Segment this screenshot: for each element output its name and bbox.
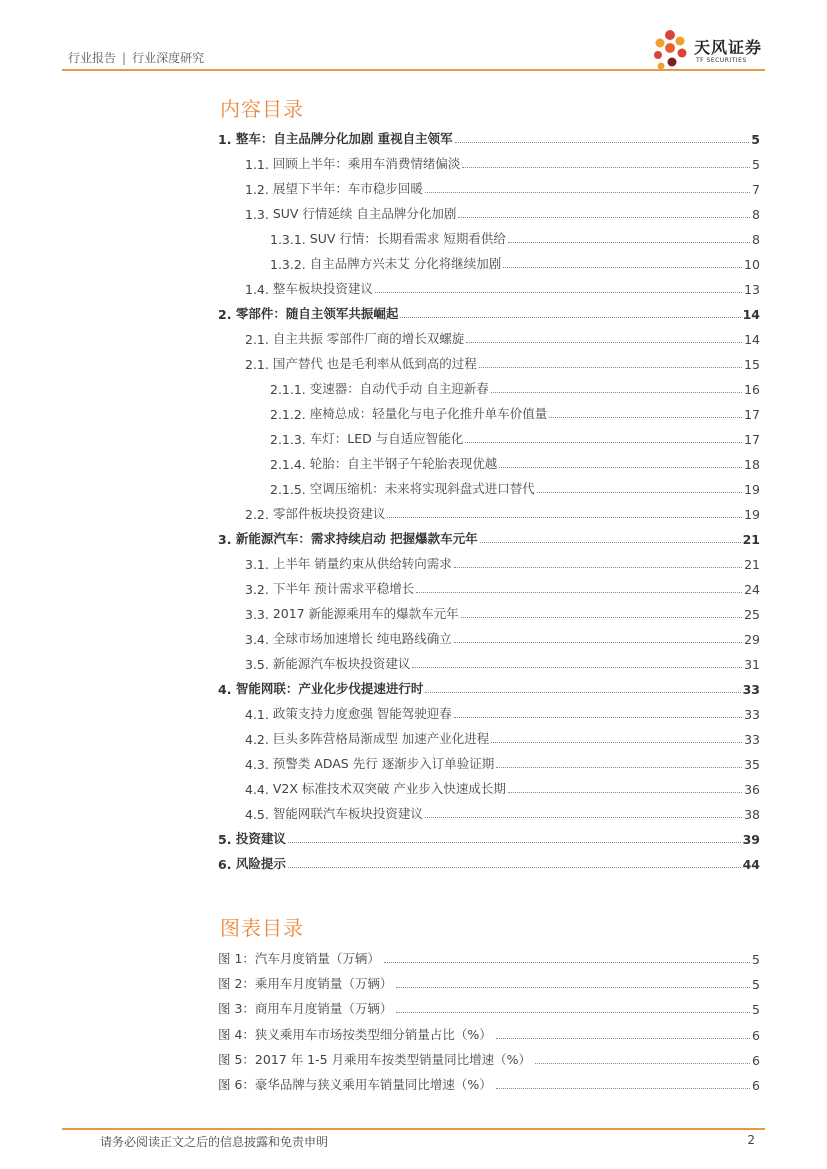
- toc-entry[interactable]: [245, 200, 760, 222]
- toc-entry[interactable]: [218, 125, 760, 147]
- figure-entry[interactable]: [218, 945, 760, 967]
- toc-entry-number: 1.1.: [245, 157, 273, 172]
- toc-leader-dots: [466, 341, 742, 343]
- toc-entry-page: 8: [752, 207, 760, 222]
- toc-entry-number: 5.: [218, 832, 236, 847]
- toc-entry-page: 36: [744, 782, 760, 797]
- toc-entry-title: 巨头多阵营格局渐成型 加速产业化进程: [272, 731, 490, 746]
- toc-entry-page: 5: [752, 157, 760, 172]
- footer-disclaimer: 请务必阅读正文之后的信息披露和免责申明: [100, 1135, 329, 1149]
- toc-entry[interactable]: [245, 325, 760, 347]
- toc-entry[interactable]: [245, 700, 760, 722]
- toc-entry-number: 6.: [218, 857, 236, 872]
- toc-entry-title: 智能网联：产业化步伐提速进行时: [235, 681, 424, 696]
- logo-english-name: TF SECURITIES: [696, 57, 747, 64]
- toc-entry-page: 15: [744, 357, 760, 372]
- company-logo: [650, 26, 770, 72]
- toc-entry-title: 上半年 销量约束从供给转向需求: [272, 556, 452, 571]
- toc-entry-title: 政策支持力度愈强 智能驾驶迎春: [272, 706, 452, 721]
- figure-entry-page: 6: [752, 1027, 760, 1043]
- toc-entry-title: 车灯：LED 与自适应智能化: [309, 431, 464, 446]
- figure-entry-page: 5: [752, 1002, 760, 1018]
- toc-entry-number: 4.2.: [245, 732, 273, 747]
- toc-entry[interactable]: [270, 425, 760, 447]
- toc-entry[interactable]: [245, 650, 760, 672]
- toc-entry-page: 33: [744, 732, 760, 747]
- toc-leader-dots: [461, 616, 742, 618]
- figure-entry-page: 6: [752, 1052, 760, 1068]
- toc-entry-page: 19: [744, 482, 760, 497]
- toc-entry-number: 2.1.3.: [270, 432, 310, 447]
- toc-leader-dots: [508, 241, 750, 243]
- figure-entry[interactable]: [218, 995, 760, 1017]
- toc-entry-title: 预警类 ADAS 先行 逐渐步入订单验证期: [272, 756, 495, 771]
- toc-entry[interactable]: [245, 725, 760, 747]
- toc-entry-page: 7: [752, 182, 760, 197]
- toc-entry-page: 29: [744, 632, 760, 647]
- toc-entry-title: 智能网联汽车板块投资建议: [272, 806, 423, 821]
- toc-entry-page: 33: [744, 707, 760, 722]
- toc-entry-title: 新能源汽车板块投资建议: [272, 656, 411, 671]
- toc-entry-title: 新能源汽车：需求持续启动 把握爆款车元年: [235, 531, 478, 546]
- toc-entry-title: SUV 行情：长期看需求 短期看供给: [309, 231, 506, 246]
- toc-entry-title: 零部件：随自主领军共振崛起: [235, 306, 399, 321]
- flower-logo-icon: [650, 26, 694, 72]
- toc-entry[interactable]: [245, 550, 760, 572]
- figure-entry[interactable]: [218, 970, 760, 992]
- toc-entry-page: 8: [752, 232, 760, 247]
- toc-entry-number: 1.2.: [245, 182, 273, 197]
- toc-entry-number: 3.3.: [245, 607, 273, 622]
- toc-entry-page: 10: [744, 257, 760, 272]
- toc-entry-title: 下半年 预计需求平稳增长: [272, 581, 415, 596]
- figure-entry[interactable]: [218, 1071, 760, 1093]
- toc-entry-page: 25: [744, 607, 760, 622]
- report-category: [68, 49, 204, 66]
- toc-entry[interactable]: [218, 850, 760, 872]
- toc-entry-title: 整车：自主品牌分化加剧 重视自主领军: [235, 131, 453, 146]
- toc-entry-page: 21: [742, 532, 760, 547]
- figure-leader-dots: [396, 1011, 750, 1013]
- toc-leader-dots: [458, 216, 750, 218]
- figure-entry[interactable]: [218, 1021, 760, 1043]
- toc-entry-number: 1.4.: [245, 282, 273, 297]
- page-number: 2: [747, 1133, 755, 1147]
- toc-leader-dots: [503, 266, 742, 268]
- toc-leader-dots: [387, 516, 742, 518]
- figure-entry-title: 图 1：汽车月度销量（万辆）: [218, 951, 380, 966]
- toc-leader-dots: [499, 466, 742, 468]
- figure-entry-title: 图 6：豪华品牌与狭义乘用车销量同比增速（%）: [218, 1077, 492, 1092]
- figure-entry-title: 图 2：乘用车月度销量（万辆）: [218, 976, 393, 992]
- toc-entry-title: 零部件板块投资建议: [272, 506, 386, 521]
- toc-entry-title: 投资建议: [235, 831, 286, 846]
- footer-divider: [62, 1128, 765, 1130]
- toc-entry-page: 21: [744, 557, 760, 572]
- toc-entry[interactable]: [245, 800, 760, 822]
- report-subtype: 行业深度研究: [132, 51, 205, 65]
- toc-entry-number: 4.3.: [245, 757, 273, 772]
- toc-entry-number: 2.1.4.: [270, 457, 310, 472]
- toc-entry-title: 国产替代 也是毛利率从低到高的过程: [272, 356, 477, 371]
- toc-entry-number: 4.4.: [245, 782, 273, 797]
- figure-entry-title: 图 4：狭义乘用车市场按类型细分销量占比（%）: [218, 1026, 492, 1042]
- toc-leader-dots: [412, 666, 742, 668]
- toc-entry-title: V2X 标准技术双突破 产业步入快速成长期: [272, 781, 506, 796]
- toc-leader-dots: [454, 641, 742, 643]
- toc-entry-page: 5: [751, 132, 760, 147]
- toc-entry[interactable]: [245, 625, 760, 647]
- toc-entry[interactable]: [270, 225, 760, 247]
- toc-entry-page: 38: [744, 807, 760, 822]
- logo-chinese-name: 天风证券: [694, 38, 763, 57]
- toc-entry[interactable]: [270, 475, 760, 497]
- toc-leader-dots: [288, 866, 741, 868]
- toc-entry[interactable]: [245, 275, 760, 297]
- toc-entry-title: SUV 行情延续 自主品牌分化加剧: [272, 206, 457, 221]
- toc-entry-title: 风险提示: [235, 856, 286, 871]
- toc-entry[interactable]: [245, 600, 760, 622]
- toc-entry-number: 2.1.1.: [270, 382, 310, 397]
- toc-entry-title: 回顾上半年：乘用车消费情绪偏淡: [272, 156, 461, 171]
- figure-leader-dots: [496, 1037, 750, 1039]
- toc-entry-number: 1.: [218, 132, 236, 147]
- toc-leader-dots: [425, 816, 742, 818]
- toc-entry-number: 1.3.1.: [270, 232, 310, 247]
- toc-entry-title: 变速器：自动代手动 自主迎新春: [309, 381, 489, 396]
- toc-entry[interactable]: [270, 450, 760, 472]
- figure-entry[interactable]: [218, 1046, 760, 1068]
- toc-leader-dots: [454, 566, 742, 568]
- toc-entry[interactable]: [245, 500, 760, 522]
- figure-leader-dots: [384, 961, 750, 963]
- toc-leader-dots: [462, 166, 750, 168]
- toc-title: 内容目录: [220, 97, 304, 121]
- toc-entry-title: 2017 新能源乘用车的爆款车元年: [272, 606, 459, 621]
- toc-entry-number: 3.4.: [245, 632, 273, 647]
- toc-entry-page: 17: [744, 432, 760, 447]
- header-separator: |: [122, 51, 127, 65]
- toc-entry[interactable]: [218, 525, 760, 547]
- toc-entry[interactable]: [245, 350, 760, 372]
- toc-entry-number: 4.5.: [245, 807, 273, 822]
- toc-entry-number: 2.1.: [245, 357, 273, 372]
- figure-entry-title: 图 3：商用车月度销量（万辆）: [218, 1001, 393, 1017]
- toc-entry-number: 3.2.: [245, 582, 273, 597]
- toc-entry-page: 13: [744, 282, 760, 297]
- toc-entry-page: 35: [744, 757, 760, 772]
- toc-entry-title: 空调压缩机：未来将实现斜盘式进口替代: [309, 481, 535, 496]
- toc-leader-dots: [400, 316, 740, 318]
- figure-leader-dots: [535, 1062, 750, 1064]
- toc-entry-number: 3.: [218, 532, 236, 547]
- toc-leader-dots: [288, 841, 741, 843]
- toc-entry[interactable]: [245, 775, 760, 797]
- toc-entry-number: 3.1.: [245, 557, 273, 572]
- figure-entry-title: 图 5：2017 年 1-5 月乘用车按类型销量同比增速（%）: [218, 1051, 531, 1067]
- toc-entry-title: 自主品牌方兴未艾 分化将继续加剧: [309, 256, 502, 271]
- toc-entry[interactable]: [270, 375, 760, 397]
- toc-entry-page: 39: [742, 832, 760, 847]
- toc-entry-number: 2.: [218, 307, 236, 322]
- toc-entry-number: 2.1.5.: [270, 482, 310, 497]
- toc-entry-number: 4.: [218, 682, 236, 697]
- toc-entry-page: 18: [744, 457, 760, 472]
- toc-entry-title: 座椅总成：轻量化与电子化推升单车价值量: [309, 406, 548, 421]
- report-type: 行业报告: [68, 51, 117, 65]
- toc-entry[interactable]: [218, 300, 760, 322]
- toc-entry-page: 44: [742, 857, 760, 872]
- toc-entry-page: 24: [744, 582, 760, 597]
- page-header: [0, 0, 827, 80]
- toc-leader-dots: [375, 291, 742, 293]
- toc-leader-dots: [491, 391, 742, 393]
- toc-entry-page: 19: [744, 507, 760, 522]
- toc-entry-number: 2.1.2.: [270, 407, 310, 422]
- toc-leader-dots: [491, 741, 742, 743]
- figure-entry-page: 5: [752, 952, 760, 967]
- toc-entry-number: 1.3.: [245, 207, 273, 222]
- toc-entry-page: 17: [744, 407, 760, 422]
- toc-leader-dots: [508, 791, 742, 793]
- toc-leader-dots: [496, 766, 742, 768]
- toc-entry[interactable]: [270, 400, 760, 422]
- toc-leader-dots: [454, 716, 742, 718]
- toc-entry-title: 全球市场加速增长 纯电路线确立: [272, 631, 452, 646]
- toc-entry[interactable]: [270, 250, 760, 272]
- figure-entry-page: 5: [752, 977, 760, 993]
- toc-leader-dots: [480, 541, 741, 543]
- toc-entry-title: 自主共振 零部件厂商的增长双螺旋: [272, 331, 465, 346]
- toc-entry[interactable]: [245, 750, 760, 772]
- figure-leader-dots: [496, 1087, 750, 1089]
- toc-entry[interactable]: [218, 825, 760, 847]
- toc-entry[interactable]: [245, 575, 760, 597]
- toc-entry-page: 16: [744, 382, 760, 397]
- header-divider: [62, 69, 765, 71]
- toc-entry-title: 整车板块投资建议: [272, 281, 373, 296]
- toc-entry[interactable]: [218, 675, 760, 697]
- toc-entry-number: 2.2.: [245, 507, 273, 522]
- toc-leader-dots: [425, 191, 750, 193]
- toc-entry[interactable]: [245, 150, 760, 172]
- toc-entry-title: 轮胎：自主半钢子午轮胎表现优越: [309, 456, 498, 471]
- figures-title: 图表目录: [220, 916, 304, 940]
- toc-entry-page: 14: [742, 307, 760, 322]
- toc-entry-number: 1.3.2.: [270, 257, 310, 272]
- toc-entry-page: 14: [744, 332, 760, 347]
- toc-entry-number: 3.5.: [245, 657, 273, 672]
- toc-leader-dots: [465, 441, 742, 443]
- toc-entry-title: 展望下半年：车市稳步回暖: [272, 181, 423, 196]
- figure-entry-page: 6: [752, 1078, 760, 1093]
- toc-entry-page: 31: [744, 657, 760, 672]
- toc-leader-dots: [416, 591, 742, 593]
- toc-entry[interactable]: [245, 175, 760, 197]
- toc-leader-dots: [537, 491, 742, 493]
- figure-leader-dots: [396, 986, 750, 988]
- toc-leader-dots: [425, 691, 740, 693]
- toc-leader-dots: [549, 416, 742, 418]
- toc-leader-dots: [455, 141, 750, 143]
- toc-leader-dots: [479, 366, 742, 368]
- toc-entry-page: 33: [742, 682, 760, 697]
- toc-entry-number: 4.1.: [245, 707, 273, 722]
- toc-entry-number: 2.1.: [245, 332, 273, 347]
